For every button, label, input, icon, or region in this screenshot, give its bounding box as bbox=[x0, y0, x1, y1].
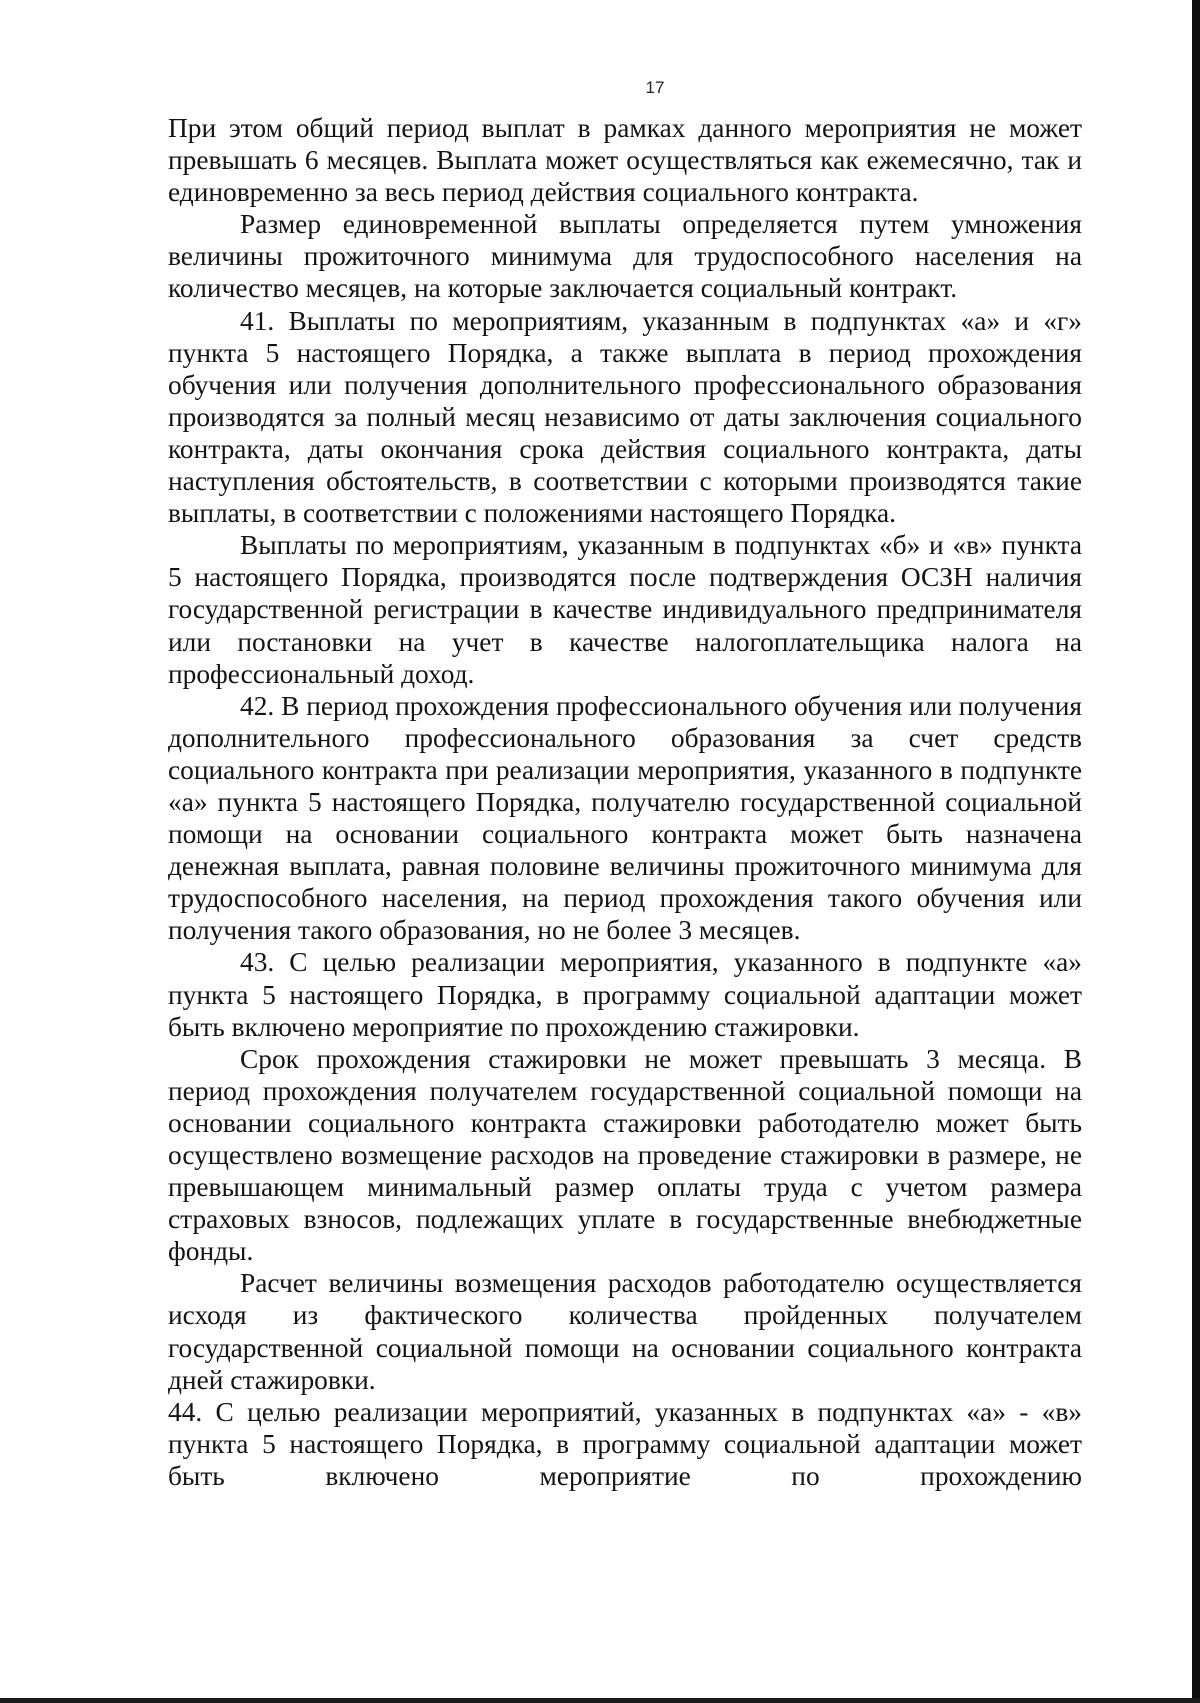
scan-edge-shadow-bottom bbox=[0, 1698, 1200, 1703]
document-body bbox=[168, 112, 1082, 1492]
scan-edge-shadow-right bbox=[1192, 0, 1200, 1703]
paragraph: При этом общий период выплат в рамках данного мероприятия не может превышать 6 месяцев. Выплата может осуществляться как ежемесячно, так и единовременно за весь период действия социального контракта. bbox=[168, 113, 1082, 208]
paragraph-clause-43: 43. С целью реализации мероприятия, указанного в подпункте «а» пункта 5 настоящего Порядка, в программу социальной адаптации может быть включено мероприятие по прохождению стажировки. bbox=[168, 947, 1082, 1042]
paragraph: Срок прохождения стажировки не может превышать 3 месяца. В период прохождения получателем государственной социальной помощи на основании социального контракта стажировки работодателю может быть осуществлено возмещение расходов на проведение стажировки в размере, не превышающем минимальный размер оплаты труда с учетом размера страховых взносов, подлежащих уплате в государственные внебюджетные фонды. bbox=[168, 1043, 1082, 1267]
paragraph: Размер единовременной выплаты определяется путем умножения величины прожиточного минимума для трудоспособного населения на количество месяцев, на которые заключается социальный контракт. bbox=[168, 209, 1082, 304]
paragraph: Расчет величины возмещения расходов работодателю осуществляется исходя из фактического количества пройденных получателем государственной социальной помощи на основании социального контракта дней стажировки. bbox=[168, 1268, 1082, 1395]
paragraph: Выплаты по мероприятиям, указанным в подпунктах «б» и «в» пункта 5 настоящего Порядка, производятся после подтверждения ОСЗН наличия государственной регистрации в качестве индивидуального предпринимателя или постановки на учет в качестве налогоплательщика налога на профессиональный доход. bbox=[168, 530, 1082, 689]
page-number: 17 bbox=[645, 78, 665, 97]
paragraph-clause-44: 44. С целью реализации мероприятий, указанных в подпунктах «а» - «в» пункта 5 настоящего Порядка, в программу социальной адаптации может быть включено мероприятие по прохождению bbox=[168, 1396, 1082, 1491]
paragraph-clause-41: 41. Выплаты по мероприятиям, указанным в подпунктах «а» и «г» пункта 5 настоящего Порядка, а также выплата в период прохождения обучения или получения дополнительного профессионального образования производятся за полный месяц независимо от даты заключения социального контракта, даты окончания срока действия социального контракта, даты наступления обстоятельств, в соответствии с которыми производятся такие выплаты, в соответствии с положениями настоящего Порядка. bbox=[168, 305, 1082, 529]
paragraph-clause-42: 42. В период прохождения профессионального обучения или получения дополнительного профессионального образования за счет средств социального контракта при реализации мероприятия, указанного в подпункте «а» пункта 5 настоящего Порядка, получателю государственной социальной помощи на основании социального контракта может быть назначена денежная выплата, равная половине величины прожиточного минимума для трудоспособного населения, на период прохождения такого обучения или получения такого образования, но не более 3 месяцев. bbox=[168, 690, 1082, 946]
